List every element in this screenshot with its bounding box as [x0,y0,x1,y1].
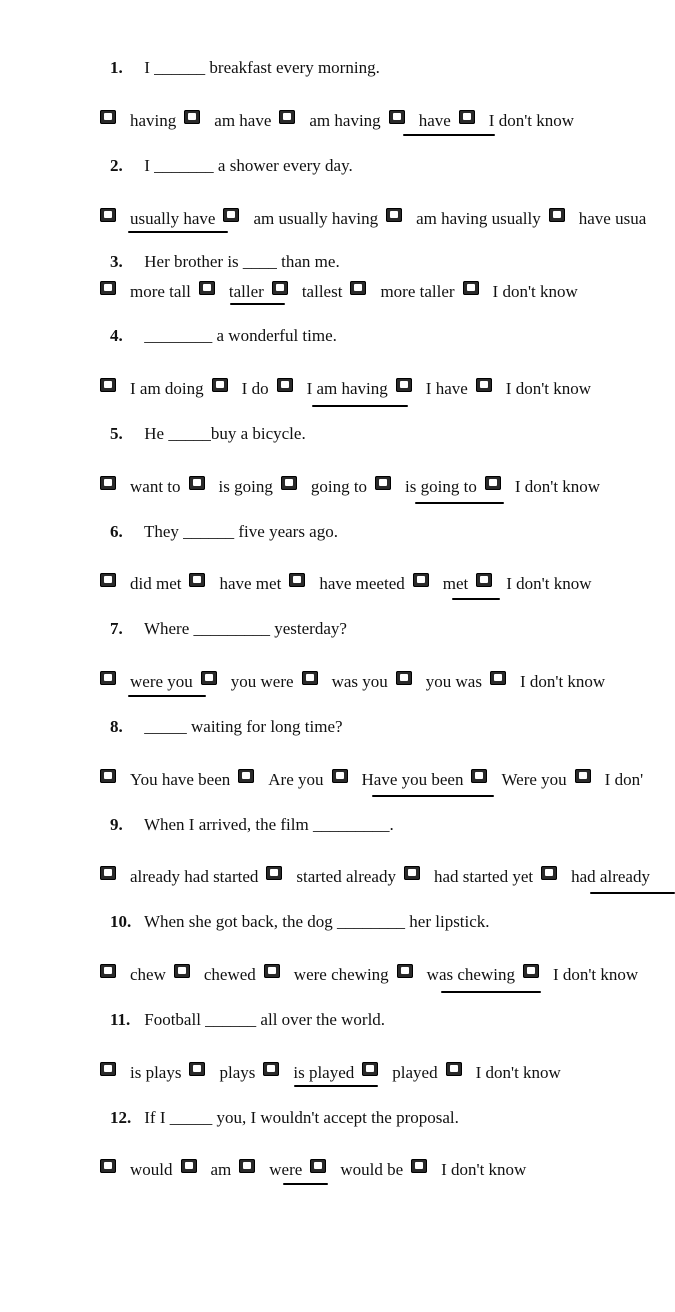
question-number: 7. [110,619,123,638]
checkbox-icon[interactable] [485,476,501,490]
answer-underline-4 [312,405,408,407]
option-3-d[interactable]: more taller [350,282,454,302]
checkbox-icon[interactable] [463,281,479,295]
checkbox-icon[interactable] [100,964,116,978]
checkbox-icon[interactable] [184,110,200,124]
question-number: 6. [110,522,123,541]
option-11-a[interactable]: is plays [100,1063,181,1083]
question-5 [110,424,306,444]
checkbox-icon[interactable] [411,1159,427,1173]
question-number: 10. [110,912,132,931]
checkbox-icon[interactable] [100,866,116,880]
option-3-a[interactable]: more tall [100,282,191,302]
option-3-e[interactable]: I don't know [463,282,578,302]
option-4-a[interactable]: I am doing [100,379,204,399]
option-8-a[interactable]: You have been [100,770,230,790]
option-6-d[interactable]: met [413,574,469,594]
option-9-b[interactable]: started already [266,867,396,887]
checkbox-icon[interactable] [189,573,205,587]
checkbox-icon[interactable] [239,1159,255,1173]
option-7-d[interactable]: you was [396,672,482,692]
checkbox-icon[interactable] [281,476,297,490]
checkbox-icon[interactable] [549,208,565,222]
option-4-d[interactable]: I have [396,379,468,399]
option-5-e[interactable]: I don't know [485,477,600,497]
checkbox-icon[interactable] [100,281,116,295]
question-text: I _______ a shower every day. [144,156,353,175]
checkbox-icon[interactable] [575,769,591,783]
checkbox-icon[interactable] [263,1062,279,1076]
option-1-a[interactable]: having [100,111,176,131]
option-10-d[interactable]: was chewing [397,965,515,985]
checkbox-icon[interactable] [100,378,116,392]
checkbox-icon[interactable] [264,964,280,978]
checkbox-icon[interactable] [476,378,492,392]
answer-underline-12 [283,1183,328,1185]
option-1-e[interactable]: I don't know [459,111,574,131]
question-number: 3. [110,252,123,271]
checkbox-icon[interactable] [212,378,228,392]
option-6-a[interactable]: did met [100,574,181,594]
checkbox-icon[interactable] [279,110,295,124]
checkbox-icon[interactable] [490,671,506,685]
question-text: When I arrived, the film _________. [143,815,394,834]
question-number: 5. [110,424,123,443]
options-9 [100,867,658,887]
checkbox-icon[interactable] [272,281,288,295]
option-2-d[interactable]: have usua [549,209,647,229]
checkbox-icon[interactable] [266,866,282,880]
option-11-e[interactable]: I don't know [446,1063,561,1083]
checkbox-icon[interactable] [289,573,305,587]
answer-underline-8 [372,795,494,797]
checkbox-icon[interactable] [174,964,190,978]
option-1-c[interactable]: am having [279,111,380,131]
option-12-e[interactable]: I don't know [411,1160,526,1180]
option-10-e[interactable]: I don't know [523,965,638,985]
option-2-a[interactable]: usually have [100,209,215,229]
option-8-c[interactable]: Have you been [332,770,464,790]
question-10 [110,912,490,932]
answer-underline-5 [415,502,504,504]
checkbox-icon[interactable] [100,671,116,685]
question-text: ________ a wonderful time. [144,326,337,345]
checkbox-icon[interactable] [459,110,475,124]
checkbox-icon[interactable] [310,1159,326,1173]
checkbox-icon[interactable] [397,964,413,978]
options-1 [100,111,582,131]
option-1-b[interactable]: am have [184,111,271,131]
option-10-b[interactable]: chewed [174,965,256,985]
checkbox-icon[interactable] [471,769,487,783]
checkbox-icon[interactable] [238,769,254,783]
question-text: When she got back, the dog ________ her lipstick. [143,912,490,931]
question-4 [110,326,337,346]
option-4-c[interactable]: I am having [277,379,388,399]
option-4-e[interactable]: I don't know [476,379,591,399]
answer-underline-1 [403,134,495,136]
question-number: 11. [110,1010,131,1029]
question-6 [110,522,338,542]
question-number: 8. [110,717,123,736]
checkbox-icon[interactable] [100,1159,116,1173]
checkbox-icon[interactable] [100,476,116,490]
option-8-d[interactable]: Were you [471,770,566,790]
option-7-e[interactable]: I don't know [490,672,605,692]
question-8 [110,717,343,737]
question-text: Her brother is ____ than me. [144,252,340,271]
answer-underline-6 [452,598,500,600]
options-12 [100,1160,534,1180]
question-number: 1. [110,58,123,77]
option-5-d[interactable]: is going to [375,477,477,497]
option-9-c[interactable]: had started yet [404,867,533,887]
option-9-d[interactable]: had already [541,867,650,887]
options-7 [100,672,613,692]
option-12-d[interactable]: would be [310,1160,403,1180]
option-5-a[interactable]: want to [100,477,181,497]
option-3-c[interactable]: tallest [272,282,343,302]
options-3 [100,282,586,302]
option-12-c[interactable]: were [239,1160,302,1180]
question-text: _____ waiting for long time? [144,717,343,736]
question-text: Where _________ yesterday? [143,619,347,638]
options-6 [100,574,599,594]
checkbox-icon[interactable] [396,378,412,392]
question-text: If I _____ you, I wouldn't accept the proposal. [144,1108,459,1127]
checkbox-icon[interactable] [541,866,557,880]
options-8 [100,770,651,790]
option-7-b[interactable]: you were [201,672,294,692]
answer-underline-10 [441,991,541,993]
question-7 [110,619,347,639]
answer-underline-7 [128,695,206,697]
option-6-e[interactable]: I don't know [476,574,591,594]
checkbox-icon[interactable] [100,208,116,222]
checkbox-icon[interactable] [446,1062,462,1076]
checkbox-icon[interactable] [302,671,318,685]
checkbox-icon[interactable] [404,866,420,880]
answer-underline-11 [294,1085,378,1087]
question-number: 9. [110,815,123,834]
checkbox-icon[interactable] [199,281,215,295]
checkbox-icon[interactable] [189,1062,205,1076]
question-text: I ______ breakfast every morning. [144,58,380,77]
checkbox-icon[interactable] [100,110,116,124]
option-4-b[interactable]: I do [212,379,269,399]
option-8-e[interactable]: I don' [575,770,643,790]
answer-underline-3 [230,303,285,305]
option-7-c[interactable]: was you [302,672,388,692]
option-11-c[interactable]: is played [263,1063,354,1083]
answer-underline-2 [128,231,228,233]
checkbox-icon[interactable] [100,573,116,587]
checkbox-icon[interactable] [350,281,366,295]
option-11-d[interactable]: played [362,1063,437,1083]
option-2-c[interactable]: am having usually [386,209,541,229]
options-2 [100,209,654,229]
checkbox-icon[interactable] [189,476,205,490]
option-11-b[interactable]: plays [189,1063,255,1083]
option-7-a[interactable]: were you [100,672,193,692]
option-1-d[interactable]: have [389,111,451,131]
checkbox-icon[interactable] [413,573,429,587]
question-text: He _____buy a bicycle. [144,424,306,443]
checkbox-icon[interactable] [332,769,348,783]
options-4 [100,379,599,399]
checkbox-icon[interactable] [362,1062,378,1076]
option-9-a[interactable]: already had started [100,867,258,887]
option-5-c[interactable]: going to [281,477,367,497]
question-number: 2. [110,156,123,175]
option-3-b[interactable]: taller [199,282,264,302]
option-12-a[interactable]: would [100,1160,173,1180]
question-text: Football ______ all over the world. [144,1010,386,1029]
checkbox-icon[interactable] [476,573,492,587]
option-10-a[interactable]: chew [100,965,166,985]
question-number: 12. [110,1108,132,1127]
checkbox-icon[interactable] [100,769,116,783]
question-11 [110,1010,385,1030]
checkbox-icon[interactable] [389,110,405,124]
options-5 [100,477,608,497]
checkbox-icon[interactable] [523,964,539,978]
checkbox-icon[interactable] [223,208,239,222]
checkbox-icon[interactable] [375,476,391,490]
question-3 [110,252,340,272]
option-2-b[interactable]: am usually having [223,209,378,229]
checkbox-icon[interactable] [181,1159,197,1173]
option-5-b[interactable]: is going [189,477,273,497]
question-text: They ______ five years ago. [143,522,338,541]
question-1 [110,58,380,78]
checkbox-icon[interactable] [201,671,217,685]
option-10-c[interactable]: were chewing [264,965,389,985]
option-12-b[interactable]: am [181,1160,232,1180]
question-9 [110,815,394,835]
checkbox-icon[interactable] [396,671,412,685]
option-6-b[interactable]: have met [189,574,281,594]
option-8-b[interactable]: Are you [238,770,323,790]
options-10 [100,965,646,985]
question-number: 4. [110,326,123,345]
question-12 [110,1108,459,1128]
checkbox-icon[interactable] [100,1062,116,1076]
checkbox-icon[interactable] [277,378,293,392]
checkbox-icon[interactable] [386,208,402,222]
options-11 [100,1063,569,1083]
option-6-c[interactable]: have meeted [289,574,404,594]
answer-underline-9 [590,892,675,894]
question-2 [110,156,353,176]
